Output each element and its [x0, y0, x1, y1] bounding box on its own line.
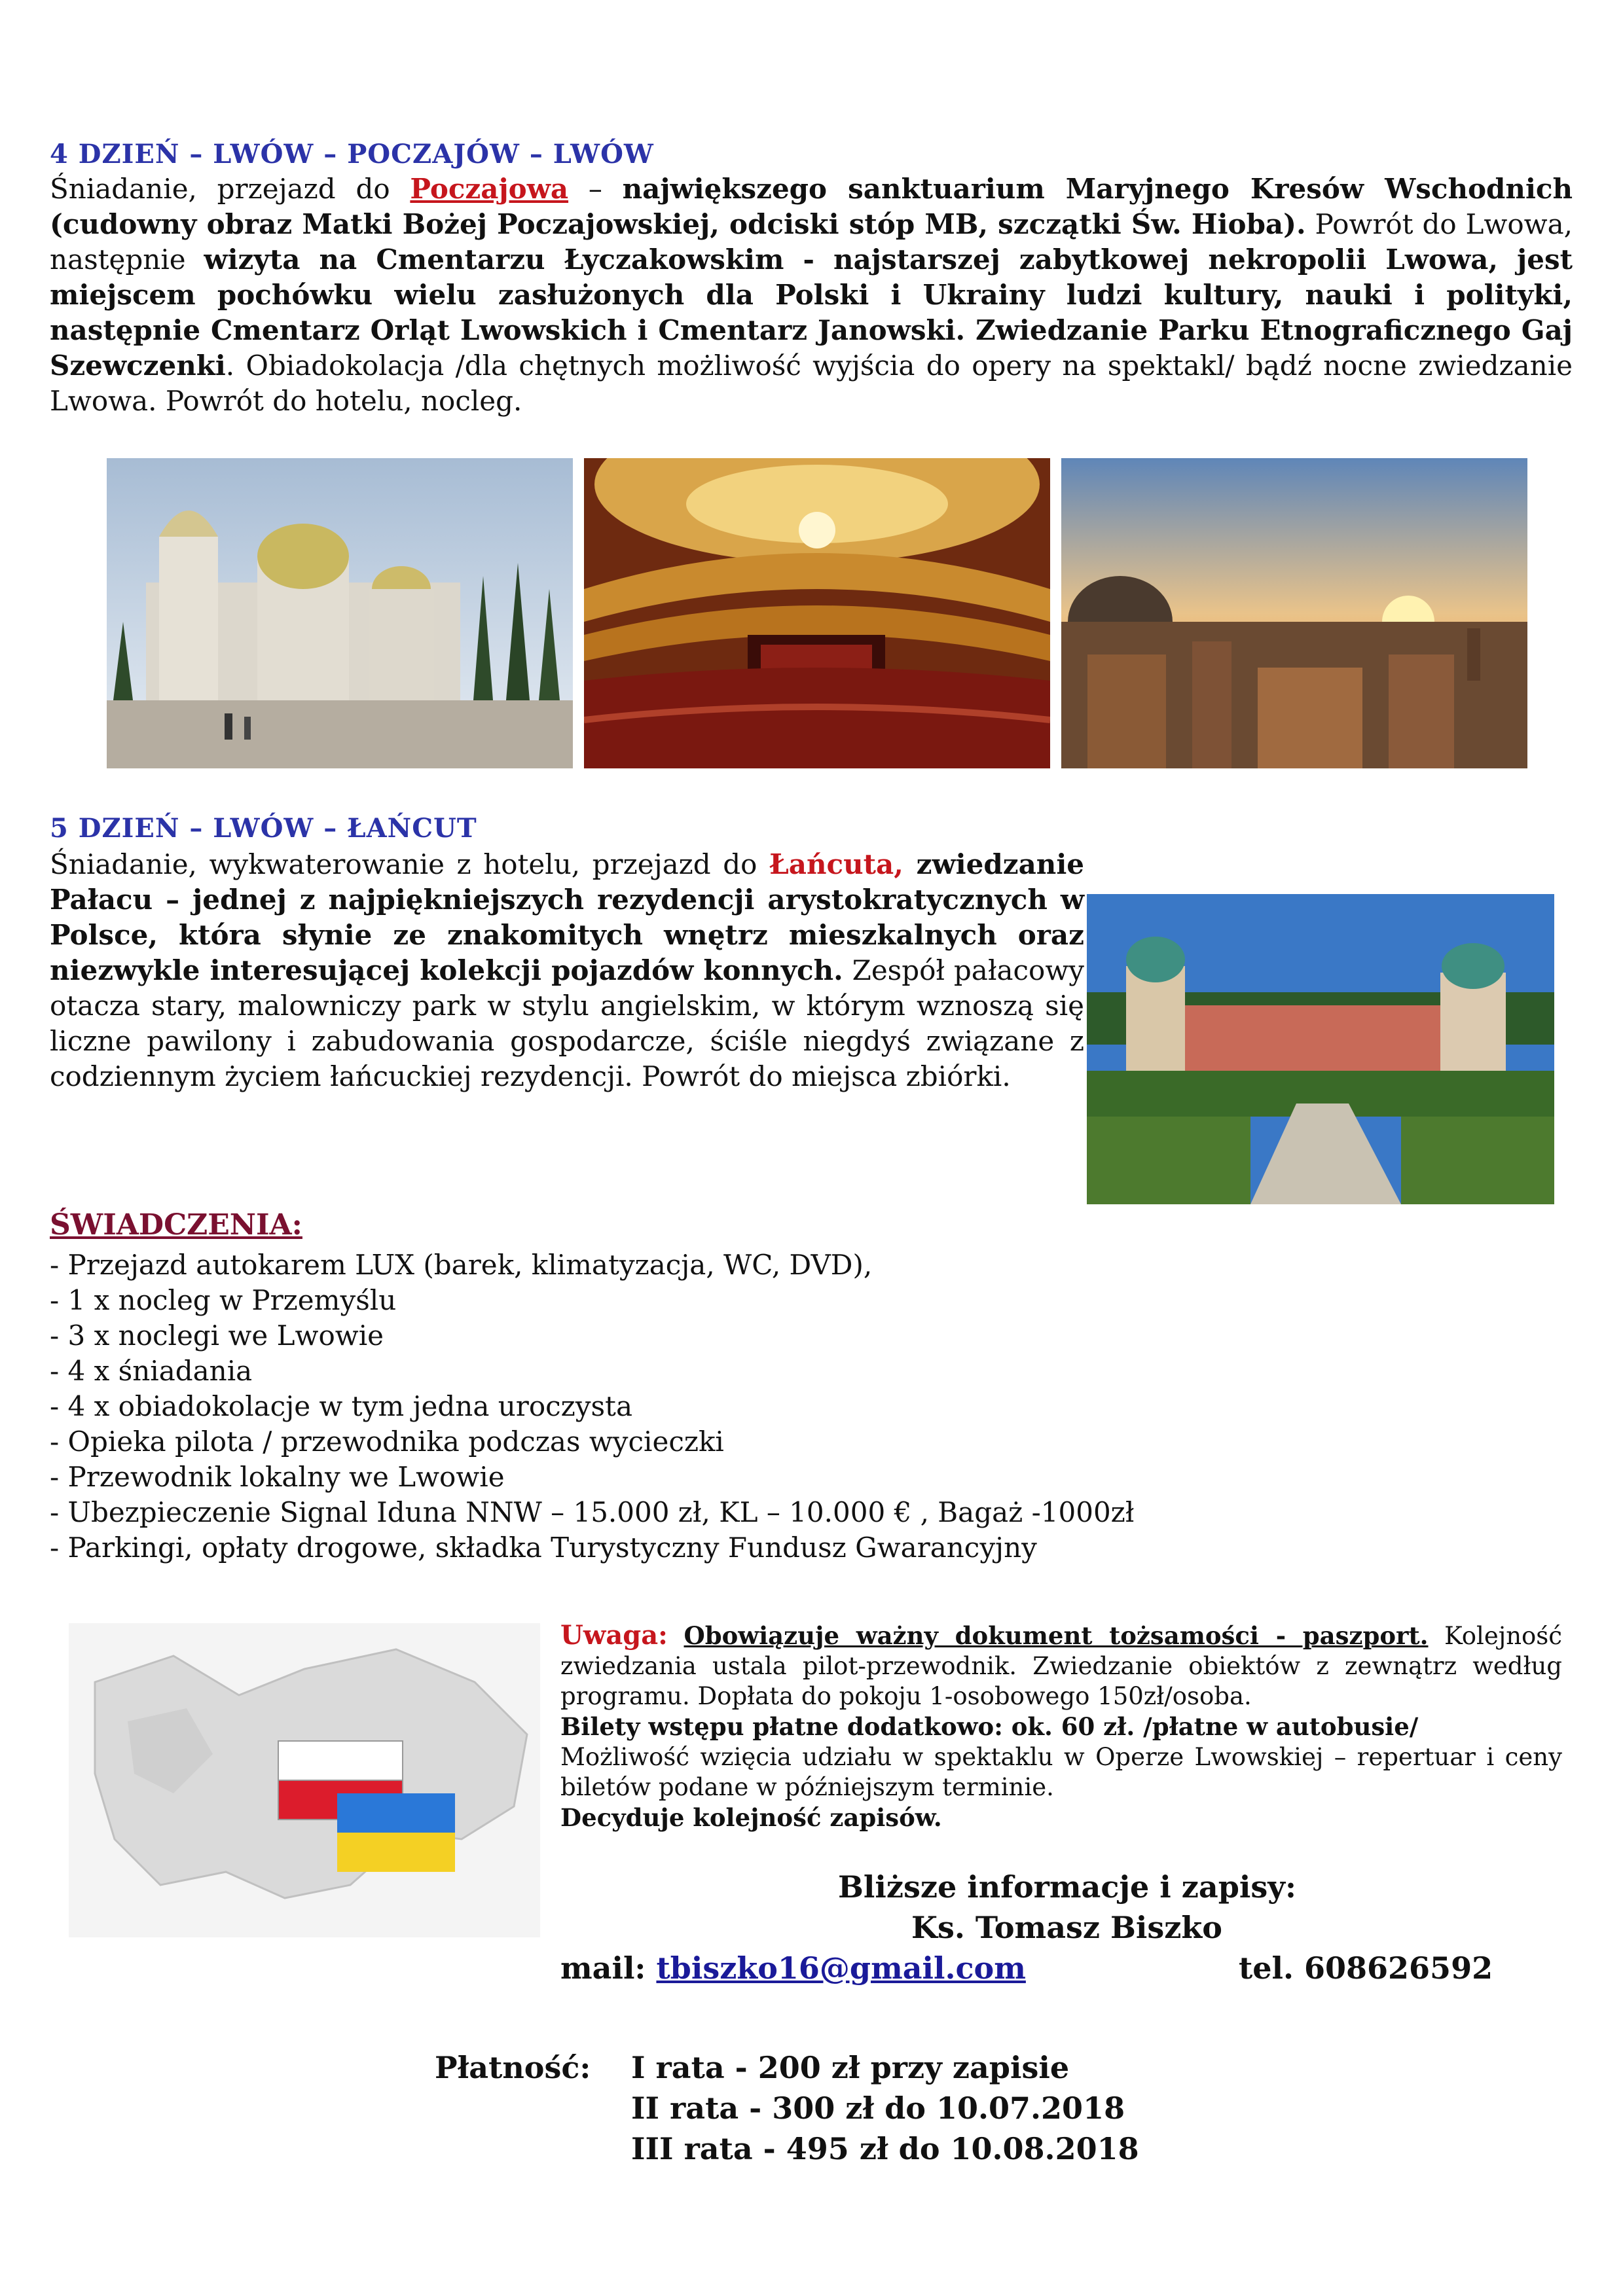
day5-body [50, 847, 1084, 1094]
installment-2: II rata - 300 zł do 10.07.2018 [631, 2090, 1125, 2126]
lancut-palace-photo [1087, 894, 1554, 1204]
contact-phone: tel. 608626592 [1239, 1950, 1493, 1986]
day5-spacer [50, 848, 903, 880]
mail-label: mail: [560, 1950, 657, 1986]
day4-text-4: . Obiadokolacja /dla chętnych możliwość wyjścia do opery na spektakl/ bądź nocne zwiedzanie Lwowa. Powrót do hotelu, nocleg. [50, 350, 1573, 417]
benefits-heading: ŚWIADCZENIA: [50, 1208, 302, 1242]
contact-title: Bliższe informacje i zapisy: [838, 1869, 1296, 1905]
benefit-item: - Opieka pilota / przewodnika podczas wycieczki [50, 1426, 724, 1458]
poczajow-link[interactable]: Poczajowa [410, 173, 569, 205]
payment-label: Płatność: [435, 2050, 591, 2085]
day4-dash: – [568, 173, 623, 205]
contact-name: Ks. Tomasz Biszko [911, 1910, 1222, 1945]
lancut-place-inline: Łańcuta, [769, 848, 903, 880]
benefit-item: - 1 x nocleg w Przemyślu [50, 1284, 397, 1316]
benefit-item: - 3 x noclegi we Lwowie [50, 1319, 384, 1352]
payment-installments [631, 2047, 1139, 2169]
benefit-item: - Przejazd autokarem LUX (barek, klimatyzacja, WC, DVD), [50, 1249, 873, 1281]
opera-interior-photo [584, 458, 1050, 768]
lviv-panorama-photo [1061, 458, 1527, 768]
day4-text-1: Śniadanie, przejazd do [50, 173, 410, 205]
installment-1: I rata - 200 zł przy zapisie [631, 2050, 1070, 2085]
day5-bold: zwiedzanie Pałacu – jednej z najpiękniejszych rezydencji arystokratycznych w Polsce, która słynie ze znakomitych wnętrz mieszkalnych oraz niezwykle interesującej kolekcji pojazdów konnych. [50, 848, 1085, 986]
note-tickets: Bilety wstępu płatne dodatkowo: ok. 60 zł. /płatne w autobusie/ [560, 1712, 1419, 1741]
europe-map-flags-image [69, 1623, 540, 1937]
note-label: Uwaga: [560, 1620, 668, 1651]
day4-bold-1: największego sanktuarium Maryjnego Kresów Wschodnich (cudowny obraz Matki Bożej Poczajowskiej, odciski stóp MB, szczątki Św. Hioba). [50, 173, 1573, 240]
contact-mail-line [560, 1950, 1026, 1986]
benefits-list [50, 1247, 1556, 1566]
benefit-item: - Ubezpieczenie Signal Iduna NNW – 15.000 zł, KL – 10.000 € , Bagaż -1000zł [50, 1496, 1135, 1528]
day4-bold-2: wizyta na Cmentarzu Łyczakowskim - najstarszej zabytkowej nekropolii Lwowa, jest miejscem pochówku wielu zasłużonych dla Polski i Ukrainy ludzi kultury, nauki i polityki, następnie Cmentarz Orląt Lwowskich i Cmentarz Janowski. Zwiedzanie Parku Etnograficznego Gaj Szewczenki [50, 243, 1573, 382]
benefit-item: - 4 x obiadokolacje w tym jedna uroczysta [50, 1390, 632, 1422]
email-link[interactable]: tbiszko16@gmail.com [656, 1950, 1026, 1986]
benefit-item: - Przewodnik lokalny we Lwowie [50, 1461, 505, 1493]
day5-intro: Śniadanie, wykwaterowanie z hotelu, przejazd do [50, 848, 769, 880]
benefit-item: - 4 x śniadania [50, 1355, 253, 1387]
day4-heading: 4 DZIEŃ – LWÓW – POCZAJÓW – LWÓW [50, 139, 654, 170]
pochaiv-lavra-photo [107, 458, 573, 768]
note-text-1: Kolejność zwiedzania ustala pilot-przewodnik. Zwiedzanie obiektów z zewnątrz według programu. Dopłata do pokoju 1-osobowego 150zł/osoba. [560, 1622, 1563, 1710]
day4-description [50, 171, 1573, 419]
day4-text-3: Powrót do Lwowa, następnie [50, 208, 1573, 276]
installment-3: III rata - 495 zł do 10.08.2018 [631, 2131, 1139, 2166]
day5-text-2: Zespół pałacowy otacza stary, malowniczy park w stylu angielskim, w którym wznoszą się liczne pawilony i zabudowania gospodarcze, ściśle niegdyś związane z codziennym życiem łańcuckiej rezydencji. Powrót do miejsca zbiórki. [50, 954, 1084, 1092]
note-block [560, 1621, 1562, 1833]
note-order: Decyduje kolejność zapisów. [560, 1803, 942, 1832]
benefit-item: - Parkingi, opłaty drogowe, składka Turystyczny Fundusz Gwarancyjny [50, 1532, 1037, 1564]
note-opera: Możliwość wzięcia udziału w spektaklu w Operze Lwowskiej – repertuar i ceny biletów podane w późniejszym terminie. [560, 1743, 1562, 1801]
day5-heading: 5 DZIEŃ – LWÓW – ŁAŃCUT [50, 813, 477, 844]
note-document: Obowiązuje ważny dokument tożsamości - paszport. [684, 1621, 1429, 1650]
